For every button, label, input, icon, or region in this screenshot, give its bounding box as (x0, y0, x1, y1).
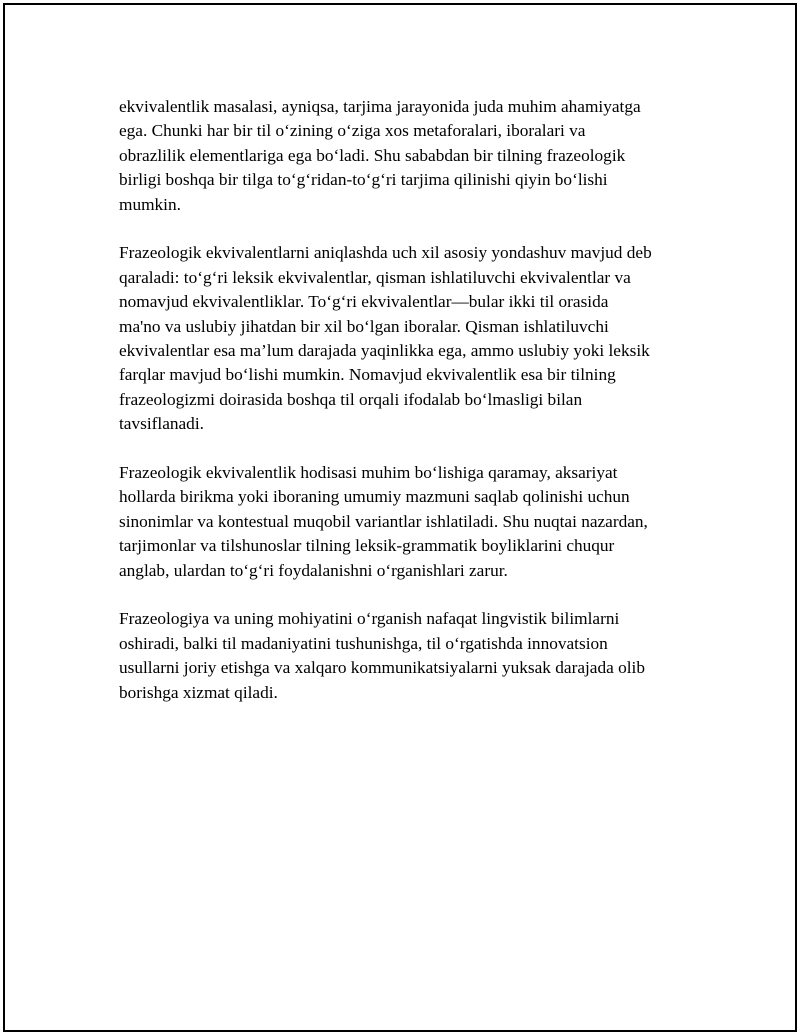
text-line: obrazlilik elementlariga ega bo‘ladi. Shu sababdan bir tilning frazeologik (119, 145, 626, 165)
paragraph-2 (119, 241, 709, 436)
text-line: oshiradi, balki til madaniyatini tushunishga, til o‘rgatishda innovatsion (119, 633, 608, 653)
text-line: Frazeologik ekvivalentlarni aniqlashda uch xil asosiy yondashuv mavjud deb (119, 243, 652, 263)
text-line: tavsiflanadi. (119, 414, 204, 434)
text-line: borishga xizmat qiladi. (119, 682, 278, 702)
text-line: ma'no va uslubiy jihatdan bir xil bo‘lgan iboralar. Qisman ishlatiluvchi (119, 316, 609, 336)
paragraph-4 (119, 607, 709, 705)
text-line: hollarda birikma yoki iboraning umumiy mazmuni saqlab qolinishi uchun (119, 487, 630, 507)
text-line: Frazeologik ekvivalentlik hodisasi muhim bo‘lishiga qaramay, aksariyat (119, 463, 618, 483)
text-line: ekvivalentlar esa ma’lum darajada yaqinlikka ega, ammo uslubiy yoki leksik (119, 341, 650, 361)
text-line: ega. Chunki har bir til o‘zining o‘ziga xos metaforalari, iboralari va (119, 121, 586, 141)
text-line: Frazeologiya va uning mohiyatini o‘rganish nafaqat lingvistik bilimlarni (119, 609, 620, 629)
text-line: anglab, ulardan to‘g‘ri foydalanishni o‘rganishlari zarur. (119, 560, 508, 580)
text-line: frazeologizmi doirasida boshqa til orqali ifodalab bo‘lmasligi bilan (119, 389, 583, 409)
text-line: sinonimlar va kontestual muqobil variantlar ishlatiladi. Shu nuqtai nazardan, (119, 511, 648, 531)
text-line: mumkin. (119, 194, 181, 214)
text-line: nomavjud ekvivalentliklar. To‘g‘ri ekvivalentlar—bular ikki til orasida (119, 292, 609, 312)
paragraph-1 (119, 95, 709, 217)
text-line: usullarni joriy etishga va xalqaro kommunikatsiyalarni yuksak darajada olib (119, 658, 645, 678)
text-line: qaraladi: to‘g‘ri leksik ekvivalentlar, qisman ishlatiluvchi ekvivalentlar va (119, 267, 631, 287)
document-body (119, 95, 709, 730)
paragraph-3 (119, 461, 709, 583)
document-page (3, 3, 797, 1032)
text-line: farqlar mavjud bo‘lishi mumkin. Nomavjud ekvivalentlik esa bir tilning (119, 365, 616, 385)
text-line: birligi boshqa bir tilga to‘g‘ridan-to‘g‘ri tarjima qilinishi qiyin bo‘lishi (119, 170, 608, 190)
text-line: tarjimonlar va tilshunoslar tilning leksik-grammatik boyliklarini chuqur (119, 536, 615, 556)
text-line: ekvivalentlik masalasi, ayniqsa, tarjima jarayonida juda muhim ahamiyatga (119, 97, 641, 116)
